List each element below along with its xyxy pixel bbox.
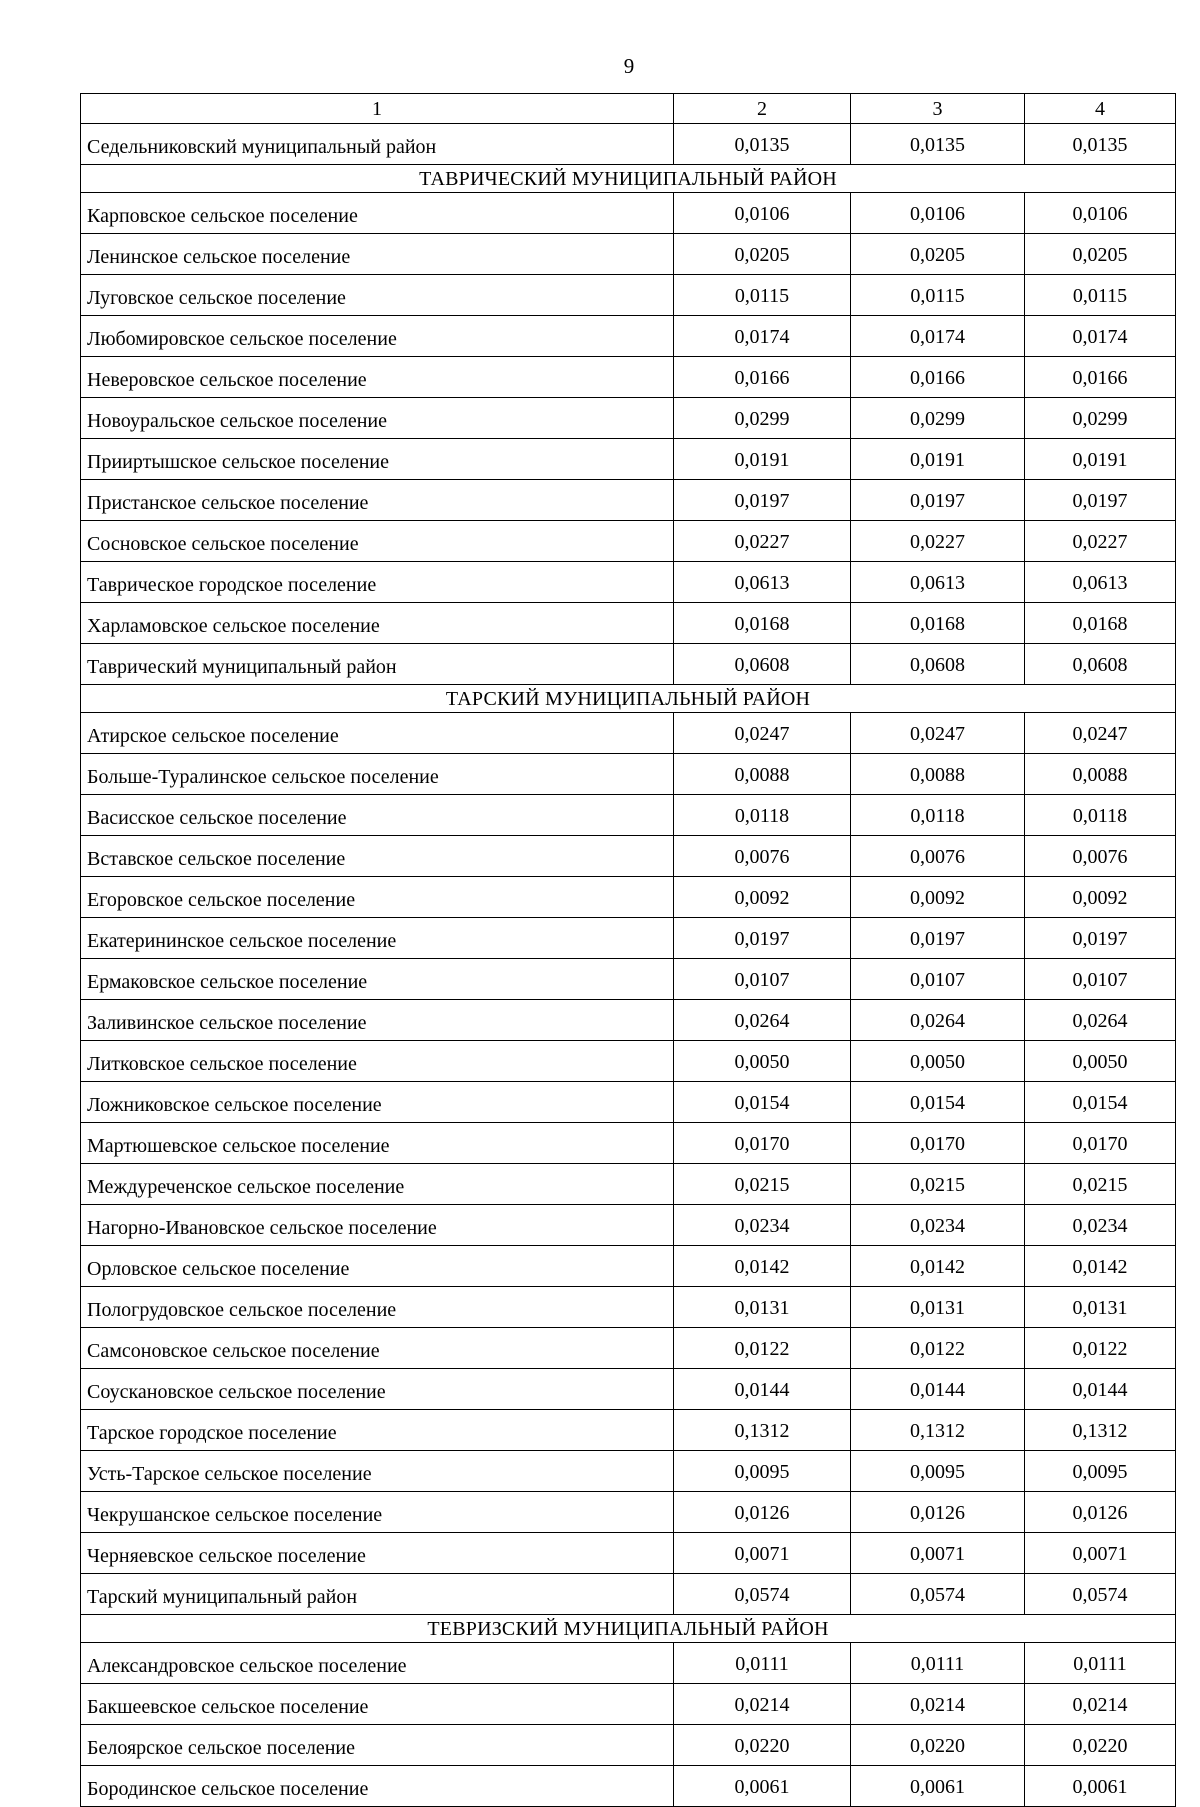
settlement-name: Харламовское сельское поселение xyxy=(81,603,674,644)
settlement-name: Любомировское сельское поселение xyxy=(81,316,674,357)
table-row xyxy=(81,398,1176,439)
value-col-2: 0,0191 xyxy=(674,439,851,480)
table-row xyxy=(81,1684,1176,1725)
data-table xyxy=(80,93,1176,1807)
value-col-4: 0,1312 xyxy=(1025,1410,1176,1451)
value-col-3: 0,0215 xyxy=(851,1164,1025,1205)
value-col-2: 0,1312 xyxy=(674,1410,851,1451)
settlement-name: Таврическое городское поселение xyxy=(81,562,674,603)
value-col-2: 0,0135 xyxy=(674,124,851,165)
value-col-3: 0,0050 xyxy=(851,1041,1025,1082)
value-col-3: 0,0197 xyxy=(851,918,1025,959)
settlement-name: Самсоновское сельское поселение xyxy=(81,1328,674,1369)
settlement-name: Пристанское сельское поселение xyxy=(81,480,674,521)
settlement-name: Седельниковский муниципальный район xyxy=(81,124,674,165)
value-col-3: 0,0135 xyxy=(851,124,1025,165)
table-row xyxy=(81,918,1176,959)
section-title: ТАВРИЧЕСКИЙ МУНИЦИПАЛЬНЫЙ РАЙОН xyxy=(81,165,1176,193)
value-col-4: 0,0608 xyxy=(1025,644,1176,685)
value-col-3: 0,0613 xyxy=(851,562,1025,603)
page-number: 9 xyxy=(623,54,635,78)
value-col-4: 0,0135 xyxy=(1025,124,1176,165)
table-row xyxy=(81,1328,1176,1369)
settlement-name: Чекрушанское сельское поселение xyxy=(81,1492,674,1533)
settlement-name: Мартюшевское сельское поселение xyxy=(81,1123,674,1164)
value-col-3: 0,0107 xyxy=(851,959,1025,1000)
settlement-name: Васисское сельское поселение xyxy=(81,795,674,836)
table-row xyxy=(81,234,1176,275)
value-col-4: 0,0111 xyxy=(1025,1643,1176,1684)
value-col-3: 0,0142 xyxy=(851,1246,1025,1287)
value-col-3: 0,0166 xyxy=(851,357,1025,398)
settlement-name: Больше-Туралинское сельское поселение xyxy=(81,754,674,795)
value-col-4: 0,0205 xyxy=(1025,234,1176,275)
value-col-4: 0,0299 xyxy=(1025,398,1176,439)
settlement-name: Бородинское сельское поселение xyxy=(81,1766,674,1807)
value-col-3: 0,0076 xyxy=(851,836,1025,877)
value-col-4: 0,0154 xyxy=(1025,1082,1176,1123)
value-col-4: 0,0061 xyxy=(1025,1766,1176,1807)
value-col-3: 0,1312 xyxy=(851,1410,1025,1451)
value-col-2: 0,0214 xyxy=(674,1684,851,1725)
value-col-4: 0,0122 xyxy=(1025,1328,1176,1369)
value-col-4: 0,0234 xyxy=(1025,1205,1176,1246)
value-col-2: 0,0106 xyxy=(674,193,851,234)
settlement-name: Литковское сельское поселение xyxy=(81,1041,674,1082)
value-col-2: 0,0050 xyxy=(674,1041,851,1082)
settlement-name: Нагорно-Ивановское сельское поселение xyxy=(81,1205,674,1246)
value-col-4: 0,0574 xyxy=(1025,1574,1176,1615)
settlement-name: Тарское городское поселение xyxy=(81,1410,674,1451)
table-row xyxy=(81,1369,1176,1410)
table-row xyxy=(81,1164,1176,1205)
section-title: ТАРСКИЙ МУНИЦИПАЛЬНЫЙ РАЙОН xyxy=(81,685,1176,713)
header-row xyxy=(81,94,1176,124)
value-col-2: 0,0166 xyxy=(674,357,851,398)
value-col-4: 0,0088 xyxy=(1025,754,1176,795)
settlement-name: Заливинское сельское поселение xyxy=(81,1000,674,1041)
value-col-3: 0,0170 xyxy=(851,1123,1025,1164)
value-col-2: 0,0154 xyxy=(674,1082,851,1123)
value-col-2: 0,0170 xyxy=(674,1123,851,1164)
table-row xyxy=(81,357,1176,398)
value-col-4: 0,0095 xyxy=(1025,1451,1176,1492)
settlement-name: Соускановское сельское поселение xyxy=(81,1369,674,1410)
settlement-name: Прииртышское сельское поселение xyxy=(81,439,674,480)
settlement-name: Луговское сельское поселение xyxy=(81,275,674,316)
value-col-3: 0,0608 xyxy=(851,644,1025,685)
value-col-4: 0,0191 xyxy=(1025,439,1176,480)
value-col-2: 0,0197 xyxy=(674,480,851,521)
table-row xyxy=(81,1123,1176,1164)
value-col-2: 0,0574 xyxy=(674,1574,851,1615)
value-col-2: 0,0299 xyxy=(674,398,851,439)
table-row xyxy=(81,1246,1176,1287)
value-col-4: 0,0118 xyxy=(1025,795,1176,836)
value-col-2: 0,0061 xyxy=(674,1766,851,1807)
table-row xyxy=(81,1492,1176,1533)
value-col-4: 0,0197 xyxy=(1025,480,1176,521)
table-row xyxy=(81,275,1176,316)
table-row xyxy=(81,1643,1176,1684)
value-col-2: 0,0234 xyxy=(674,1205,851,1246)
table-row xyxy=(81,1766,1176,1807)
table-row xyxy=(81,124,1176,165)
value-col-3: 0,0095 xyxy=(851,1451,1025,1492)
value-col-3: 0,0115 xyxy=(851,275,1025,316)
column-header-4: 4 xyxy=(1025,94,1176,124)
settlement-name: Александровское сельское поселение xyxy=(81,1643,674,1684)
value-col-2: 0,0247 xyxy=(674,713,851,754)
settlement-name: Ленинское сельское поселение xyxy=(81,234,674,275)
value-col-4: 0,0115 xyxy=(1025,275,1176,316)
settlement-name: Егоровское сельское поселение xyxy=(81,877,674,918)
settlement-name: Ложниковское сельское поселение xyxy=(81,1082,674,1123)
value-col-2: 0,0227 xyxy=(674,521,851,562)
section-title: ТЕВРИЗСКИЙ МУНИЦИПАЛЬНЫЙ РАЙОН xyxy=(81,1615,1176,1643)
settlement-name: Таврический муниципальный район xyxy=(81,644,674,685)
value-col-4: 0,0126 xyxy=(1025,1492,1176,1533)
value-col-2: 0,0613 xyxy=(674,562,851,603)
value-col-3: 0,0092 xyxy=(851,877,1025,918)
value-col-2: 0,0071 xyxy=(674,1533,851,1574)
table-row xyxy=(81,193,1176,234)
column-header-1: 1 xyxy=(81,94,674,124)
value-col-4: 0,0092 xyxy=(1025,877,1176,918)
value-col-3: 0,0154 xyxy=(851,1082,1025,1123)
value-col-4: 0,0168 xyxy=(1025,603,1176,644)
value-col-2: 0,0174 xyxy=(674,316,851,357)
value-col-3: 0,0299 xyxy=(851,398,1025,439)
value-col-2: 0,0144 xyxy=(674,1369,851,1410)
value-col-4: 0,0215 xyxy=(1025,1164,1176,1205)
value-col-2: 0,0107 xyxy=(674,959,851,1000)
value-col-3: 0,0264 xyxy=(851,1000,1025,1041)
value-col-4: 0,0214 xyxy=(1025,1684,1176,1725)
table-row xyxy=(81,439,1176,480)
column-header-3: 3 xyxy=(851,94,1025,124)
column-header-2: 2 xyxy=(674,94,851,124)
value-col-4: 0,0131 xyxy=(1025,1287,1176,1328)
table-row xyxy=(81,521,1176,562)
value-col-3: 0,0106 xyxy=(851,193,1025,234)
value-col-3: 0,0118 xyxy=(851,795,1025,836)
value-col-4: 0,0247 xyxy=(1025,713,1176,754)
table-row xyxy=(81,316,1176,357)
value-col-3: 0,0214 xyxy=(851,1684,1025,1725)
value-col-3: 0,0197 xyxy=(851,480,1025,521)
value-col-2: 0,0131 xyxy=(674,1287,851,1328)
settlement-name: Пологрудовское сельское поселение xyxy=(81,1287,674,1328)
table-row xyxy=(81,1205,1176,1246)
table-row xyxy=(81,480,1176,521)
value-col-4: 0,0142 xyxy=(1025,1246,1176,1287)
table-row xyxy=(81,754,1176,795)
table-row xyxy=(81,1451,1176,1492)
value-col-3: 0,0144 xyxy=(851,1369,1025,1410)
settlement-name: Белоярское сельское поселение xyxy=(81,1725,674,1766)
table-row xyxy=(81,1725,1176,1766)
value-col-2: 0,0076 xyxy=(674,836,851,877)
value-col-4: 0,0106 xyxy=(1025,193,1176,234)
value-col-2: 0,0215 xyxy=(674,1164,851,1205)
value-col-3: 0,0220 xyxy=(851,1725,1025,1766)
value-col-4: 0,0170 xyxy=(1025,1123,1176,1164)
section-header-row xyxy=(81,1615,1176,1643)
value-col-3: 0,0174 xyxy=(851,316,1025,357)
value-col-2: 0,0608 xyxy=(674,644,851,685)
value-col-4: 0,0197 xyxy=(1025,918,1176,959)
table-row xyxy=(81,1000,1176,1041)
settlement-name: Карповское сельское поселение xyxy=(81,193,674,234)
value-col-2: 0,0197 xyxy=(674,918,851,959)
settlement-name: Орловское сельское поселение xyxy=(81,1246,674,1287)
value-col-2: 0,0115 xyxy=(674,275,851,316)
value-col-3: 0,0111 xyxy=(851,1643,1025,1684)
value-col-3: 0,0131 xyxy=(851,1287,1025,1328)
value-col-2: 0,0118 xyxy=(674,795,851,836)
value-col-4: 0,0144 xyxy=(1025,1369,1176,1410)
value-col-3: 0,0122 xyxy=(851,1328,1025,1369)
value-col-4: 0,0071 xyxy=(1025,1533,1176,1574)
settlement-name: Сосновское сельское поселение xyxy=(81,521,674,562)
table-row xyxy=(81,1041,1176,1082)
value-col-3: 0,0061 xyxy=(851,1766,1025,1807)
value-col-2: 0,0095 xyxy=(674,1451,851,1492)
value-col-4: 0,0050 xyxy=(1025,1041,1176,1082)
table-body xyxy=(81,94,1176,1807)
settlement-name: Новоуральское сельское поселение xyxy=(81,398,674,439)
value-col-2: 0,0122 xyxy=(674,1328,851,1369)
value-col-3: 0,0168 xyxy=(851,603,1025,644)
table-row xyxy=(81,959,1176,1000)
settlement-name: Ермаковское сельское поселение xyxy=(81,959,674,1000)
value-col-2: 0,0220 xyxy=(674,1725,851,1766)
value-col-3: 0,0227 xyxy=(851,521,1025,562)
value-col-3: 0,0088 xyxy=(851,754,1025,795)
value-col-2: 0,0126 xyxy=(674,1492,851,1533)
settlement-name: Екатерининское сельское поселение xyxy=(81,918,674,959)
value-col-4: 0,0264 xyxy=(1025,1000,1176,1041)
value-col-3: 0,0205 xyxy=(851,234,1025,275)
value-col-3: 0,0574 xyxy=(851,1574,1025,1615)
section-header-row xyxy=(81,685,1176,713)
settlement-name: Междуреченское сельское поселение xyxy=(81,1164,674,1205)
value-col-2: 0,0205 xyxy=(674,234,851,275)
value-col-2: 0,0264 xyxy=(674,1000,851,1041)
value-col-3: 0,0234 xyxy=(851,1205,1025,1246)
value-col-4: 0,0107 xyxy=(1025,959,1176,1000)
value-col-4: 0,0166 xyxy=(1025,357,1176,398)
value-col-4: 0,0076 xyxy=(1025,836,1176,877)
table-row xyxy=(81,644,1176,685)
settlement-name: Усть-Тарское сельское поселение xyxy=(81,1451,674,1492)
table-row xyxy=(81,877,1176,918)
value-col-4: 0,0227 xyxy=(1025,521,1176,562)
settlement-name: Бакшеевское сельское поселение xyxy=(81,1684,674,1725)
value-col-2: 0,0168 xyxy=(674,603,851,644)
table-row xyxy=(81,562,1176,603)
table-row xyxy=(81,1082,1176,1123)
table-row xyxy=(81,713,1176,754)
table-row xyxy=(81,1410,1176,1451)
value-col-3: 0,0071 xyxy=(851,1533,1025,1574)
settlement-name: Тарский муниципальный район xyxy=(81,1574,674,1615)
settlement-name: Вставское сельское поселение xyxy=(81,836,674,877)
table-row xyxy=(81,1287,1176,1328)
table-row xyxy=(81,795,1176,836)
settlement-name: Неверовское сельское поселение xyxy=(81,357,674,398)
value-col-4: 0,0174 xyxy=(1025,316,1176,357)
settlement-name: Атирское сельское поселение xyxy=(81,713,674,754)
section-header-row xyxy=(81,165,1176,193)
value-col-3: 0,0247 xyxy=(851,713,1025,754)
table-row xyxy=(81,1574,1176,1615)
table-row xyxy=(81,836,1176,877)
value-col-3: 0,0191 xyxy=(851,439,1025,480)
value-col-4: 0,0613 xyxy=(1025,562,1176,603)
settlement-name: Черняевское сельское поселение xyxy=(81,1533,674,1574)
value-col-2: 0,0142 xyxy=(674,1246,851,1287)
value-col-4: 0,0220 xyxy=(1025,1725,1176,1766)
value-col-2: 0,0092 xyxy=(674,877,851,918)
table-row xyxy=(81,603,1176,644)
value-col-2: 0,0088 xyxy=(674,754,851,795)
value-col-3: 0,0126 xyxy=(851,1492,1025,1533)
value-col-2: 0,0111 xyxy=(674,1643,851,1684)
table-row xyxy=(81,1533,1176,1574)
